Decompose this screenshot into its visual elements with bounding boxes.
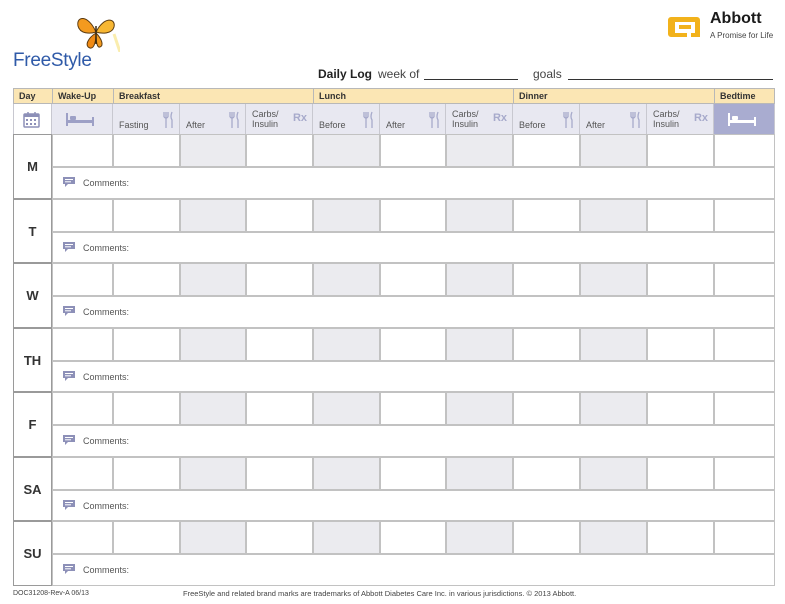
reading-cell[interactable] [647,392,714,425]
day-label: F [13,392,52,457]
reading-cell[interactable] [52,328,113,361]
comment-bubble-icon [62,499,76,511]
fork-knife-icon [562,111,574,129]
comments-field[interactable] [52,167,775,199]
reading-cell[interactable] [580,263,647,296]
comment-bubble-icon [62,434,76,446]
reading-cell[interactable] [313,457,380,490]
reading-cell[interactable] [180,199,246,232]
reading-cell[interactable] [446,457,513,490]
reading-cell[interactable] [246,134,313,167]
subheader-breakfast-after: After [180,104,246,134]
reading-cell[interactable] [580,392,647,425]
reading-cell[interactable] [52,199,113,232]
reading-cell[interactable] [52,263,113,296]
reading-cell[interactable] [513,263,580,296]
week-of-field[interactable] [424,79,518,80]
subheader-dinner-before: Before [513,104,580,134]
reading-cell[interactable] [380,457,446,490]
subheader-dinner-after: After [580,104,647,134]
goals-field[interactable] [568,79,773,80]
reading-cell[interactable] [180,521,246,554]
reading-cell[interactable] [313,521,380,554]
reading-cell[interactable] [513,457,580,490]
day-label: M [13,134,52,199]
fork-knife-icon [162,111,174,129]
reading-cell[interactable] [246,263,313,296]
reading-cell[interactable] [380,134,446,167]
comments-label: Comments: [83,307,130,317]
header-bedtime: Bedtime [714,88,775,104]
reading-cell[interactable] [246,521,313,554]
reading-cell[interactable] [246,328,313,361]
subheader-fasting: Fasting [113,104,180,134]
reading-cell[interactable] [52,457,113,490]
reading-cell[interactable] [380,263,446,296]
abbott-tagline: A Promise for Life [710,31,774,40]
reading-cell[interactable] [113,199,180,232]
header-lunch: Lunch [313,88,513,104]
reading-cell[interactable] [580,328,647,361]
comment-bubble-icon [62,241,76,253]
comments-field[interactable] [52,232,775,263]
comments-field[interactable] [52,425,775,457]
fork-knife-icon [362,111,374,129]
reading-cell[interactable] [647,521,714,554]
reading-cell[interactable] [446,521,513,554]
subheader-dinner-carbs: Carbs/ Insulin Rx [647,104,714,134]
reading-cell[interactable] [113,263,180,296]
reading-cell[interactable] [446,263,513,296]
reading-cell[interactable] [714,199,775,232]
fork-knife-icon [428,111,440,129]
butterfly-logo-icon [74,12,120,52]
reading-cell[interactable] [647,199,714,232]
reading-cell[interactable] [446,134,513,167]
fork-knife-icon [629,111,641,129]
subheader-lunch-before: Before [313,104,380,134]
reading-cell[interactable] [714,263,775,296]
comments-label: Comments: [83,178,130,188]
reading-cell[interactable] [313,199,380,232]
bed-icon [727,112,757,127]
reading-cell[interactable] [647,328,714,361]
freestyle-logo: FreeStyle [13,50,92,71]
reading-cell[interactable] [113,457,180,490]
log-title: Daily Log [318,67,373,81]
comments-field[interactable] [52,296,775,328]
reading-cell[interactable] [580,134,647,167]
reading-cell[interactable] [52,392,113,425]
reading-cell[interactable] [714,457,775,490]
comments-field[interactable] [52,361,775,392]
reading-cell[interactable] [313,134,380,167]
reading-cell[interactable] [647,134,714,167]
comments-label: Comments: [83,565,130,575]
rx-icon: Rx [693,112,708,124]
header-dinner: Dinner [513,88,714,104]
reading-cell[interactable] [246,199,313,232]
reading-cell[interactable] [513,392,580,425]
abbott-name: Abbott [710,10,762,27]
reading-cell[interactable] [446,392,513,425]
reading-cell[interactable] [513,134,580,167]
rx-icon: Rx [292,112,307,124]
reading-cell[interactable] [580,457,647,490]
comments-field[interactable] [52,490,775,521]
reading-cell[interactable] [714,134,775,167]
reading-cell[interactable] [714,328,775,361]
subheader-bedtime [714,104,775,134]
calendar-icon [23,111,40,128]
reading-cell[interactable] [714,521,775,554]
header-breakfast: Breakfast [113,88,313,104]
reading-cell[interactable] [313,263,380,296]
comments-label: Comments: [83,243,130,253]
reading-cell[interactable] [113,392,180,425]
trademark-notice: FreeStyle and related brand marks are trademarks of Abbott Diabetes Care Inc. in various jurisdictions. © 2013 Abbott. [183,589,577,598]
reading-cell[interactable] [513,199,580,232]
comments-field[interactable] [52,554,775,586]
day-label: SA [13,457,52,521]
reading-cell[interactable] [246,457,313,490]
subheader-day [13,104,52,134]
reading-cell[interactable] [52,134,113,167]
day-label: TH [13,328,52,392]
header-day: Day [13,88,52,104]
subheader-wakeup [52,104,113,134]
comment-bubble-icon [62,563,76,575]
comment-bubble-icon [62,370,76,382]
reading-cell[interactable] [380,392,446,425]
reading-cell[interactable] [714,392,775,425]
reading-cell[interactable] [580,199,647,232]
reading-cell[interactable] [380,199,446,232]
bed-icon [65,112,95,127]
doc-id: DOC31208-Rev-A 06/13 [13,590,89,597]
goals-label: goals [533,67,562,81]
abbott-logo-icon [667,14,703,40]
reading-cell[interactable] [113,521,180,554]
reading-cell[interactable] [647,457,714,490]
reading-cell[interactable] [113,328,180,361]
reading-cell[interactable] [446,328,513,361]
comment-bubble-icon [62,176,76,188]
reading-cell[interactable] [180,392,246,425]
day-label: W [13,263,52,328]
reading-cell[interactable] [513,328,580,361]
rx-icon: Rx [492,112,507,124]
subheader-lunch-after: After [380,104,446,134]
week-of-label: week of [378,67,420,81]
reading-cell[interactable] [113,134,180,167]
reading-cell[interactable] [180,328,246,361]
day-label: T [13,199,52,263]
reading-cell[interactable] [313,392,380,425]
comments-label: Comments: [83,501,130,511]
reading-cell[interactable] [580,521,647,554]
reading-cell[interactable] [380,521,446,554]
reading-cell[interactable] [52,521,113,554]
reading-cell[interactable] [513,521,580,554]
reading-cell[interactable] [647,263,714,296]
reading-cell[interactable] [180,263,246,296]
subheader-lunch-carbs: Carbs/ Insulin Rx [446,104,513,134]
reading-cell[interactable] [246,392,313,425]
reading-cell[interactable] [446,199,513,232]
fork-knife-icon [228,111,240,129]
reading-cell[interactable] [380,328,446,361]
comments-label: Comments: [83,436,130,446]
comments-label: Comments: [83,372,130,382]
reading-cell[interactable] [180,134,246,167]
header-wakeup: Wake-Up [52,88,113,104]
reading-cell[interactable] [180,457,246,490]
comment-bubble-icon [62,305,76,317]
subheader-breakfast-carbs: Carbs/ Insulin Rx [246,104,313,134]
reading-cell[interactable] [313,328,380,361]
day-label: SU [13,521,52,586]
